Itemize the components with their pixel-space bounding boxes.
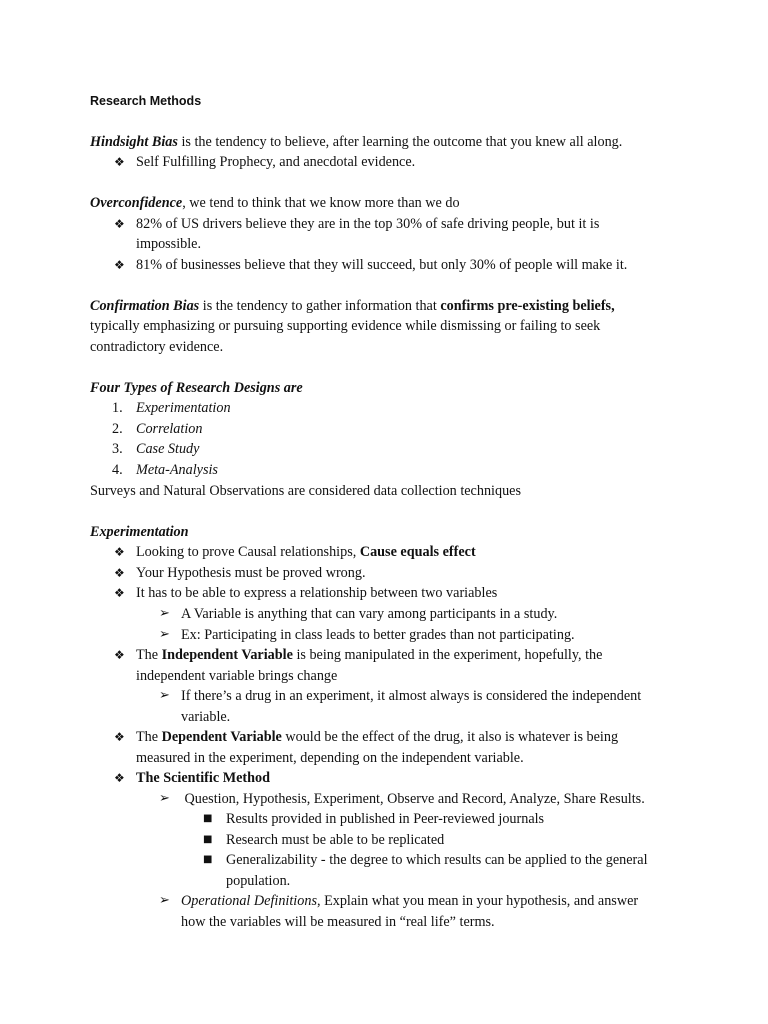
hindsight-bullet-1: Self Fulfilling Prophecy, and anecdotal evidence.	[136, 154, 416, 170]
operational-definitions-text: , Explain what you mean in your hypothesis, and answer	[316, 893, 639, 909]
hindsight-definition	[90, 132, 622, 152]
exp-bullet-6: The Scientific Method	[136, 770, 270, 786]
diamond-bullet-icon: ❖	[114, 217, 125, 231]
exp-bullet-4-bold: Independent Variable	[161, 647, 293, 663]
page-title: Research Methods	[90, 94, 202, 108]
confirmation-text: is the tendency to gather information that	[199, 298, 441, 314]
exp-bullet-5-bold: Dependent Variable	[161, 729, 282, 745]
exp-bullet-5-pre: The	[136, 729, 162, 745]
confirmation-line-2: typically emphasizing or pursuing supporting evidence while dismissing or failing to seek	[90, 318, 601, 334]
exp-bullet-3: It has to be able to express a relationship between two variables	[136, 585, 498, 601]
design-label: Correlation	[136, 421, 203, 437]
diamond-bullet-icon: ❖	[114, 586, 125, 600]
exp-bullet-1-bold: Cause equals effect	[359, 544, 476, 560]
designs-heading: Four Types of Research Designs are	[90, 380, 303, 396]
exp-bullet-4-post: is being manipulated in the experiment, hopefully, the	[292, 647, 603, 663]
arrow-bullet-icon: ➢	[159, 791, 170, 806]
exp-bullet-6-sq-1: Results provided in published in Peer-reviewed journals	[226, 811, 545, 827]
exp-bullet-3-sub-2: Ex: Participating in class leads to better grades than not participating.	[181, 627, 575, 643]
overconfidence-definition	[90, 193, 460, 213]
exp-bullet-4-sub: If there’s a drug in an experiment, it almost always is considered the independent	[181, 688, 642, 704]
exp-bullet-4	[136, 645, 602, 665]
confirmation-bold: confirms pre-existing beliefs,	[440, 298, 615, 314]
operational-definitions-term: Operational Definitions	[181, 893, 317, 909]
exp-bullet-6-sub-2-cont: how the variables will be measured in “real life” terms.	[181, 914, 495, 930]
exp-bullet-5	[136, 727, 618, 747]
exp-bullet-6-sq-3-cont: population.	[226, 873, 291, 889]
diamond-bullet-icon: ❖	[114, 648, 125, 662]
list-number: 1.	[112, 400, 123, 416]
design-label: Meta-Analysis	[136, 462, 218, 478]
designs-note: Surveys and Natural Observations are considered data collection techniques	[90, 483, 521, 499]
diamond-bullet-icon: ❖	[114, 771, 125, 785]
arrow-bullet-icon: ➢	[159, 893, 170, 908]
square-bullet-icon: ■	[203, 834, 213, 845]
confirmation-term: Confirmation Bias	[90, 298, 200, 314]
diamond-bullet-icon: ❖	[114, 730, 125, 744]
exp-bullet-4-pre: The	[136, 647, 162, 663]
list-number: 2.	[112, 421, 123, 437]
list-number: 3.	[112, 441, 123, 457]
diamond-bullet-icon: ❖	[114, 155, 125, 169]
square-bullet-icon: ■	[203, 854, 213, 865]
exp-bullet-5-cont: measured in the experiment, depending on the independent variable.	[136, 750, 524, 766]
diamond-bullet-icon: ❖	[114, 545, 125, 559]
overconfidence-bullet-2: 81% of businesses believe that they will succeed, but only 30% of people will make it.	[136, 257, 628, 273]
arrow-bullet-icon: ➢	[159, 688, 170, 703]
exp-bullet-5-post: would be the effect of the drug, it also is whatever is being	[281, 729, 619, 745]
exp-bullet-6-sq-2: Research must be able to be replicated	[226, 832, 445, 848]
overconfidence-text: , we tend to think that we know more than we do	[182, 195, 460, 211]
exp-bullet-6-sub-2	[181, 891, 638, 911]
exp-bullet-1	[136, 542, 476, 562]
overconfidence-bullet-1: 82% of US drivers believe they are in the top 30% of safe driving people, but it is	[136, 216, 600, 232]
hindsight-term: Hindsight Bias	[90, 134, 178, 150]
hindsight-text: is the tendency to believe, after learning the outcome that you knew all along.	[177, 134, 623, 150]
arrow-bullet-icon: ➢	[159, 606, 170, 621]
exp-bullet-4-sub-cont: variable.	[181, 709, 231, 725]
confirmation-line-3: contradictory evidence.	[90, 339, 224, 355]
exp-bullet-2: Your Hypothesis must be proved wrong.	[136, 565, 366, 581]
exp-bullet-6-sub-1: Question, Hypothesis, Experiment, Observe and Record, Analyze, Share Results.	[181, 791, 645, 807]
confirmation-definition	[90, 296, 615, 316]
design-label: Case Study	[136, 441, 200, 457]
exp-bullet-6-sq-3: Generalizability - the degree to which results can be applied to the general	[226, 852, 648, 868]
list-number: 4.	[112, 462, 123, 478]
design-label: Experimentation	[136, 400, 231, 416]
exp-bullet-4-cont: independent variable brings change	[136, 668, 338, 684]
square-bullet-icon: ■	[203, 813, 213, 824]
exp-bullet-1-text: Looking to prove Causal relationships,	[136, 544, 360, 560]
arrow-bullet-icon: ➢	[159, 627, 170, 642]
overconfidence-bullet-1-cont: impossible.	[136, 236, 202, 252]
overconfidence-term: Overconfidence	[90, 195, 183, 211]
exp-bullet-3-sub-1: A Variable is anything that can vary among participants in a study.	[181, 606, 558, 622]
experimentation-heading: Experimentation	[90, 524, 189, 540]
diamond-bullet-icon: ❖	[114, 566, 125, 580]
diamond-bullet-icon: ❖	[114, 258, 125, 272]
